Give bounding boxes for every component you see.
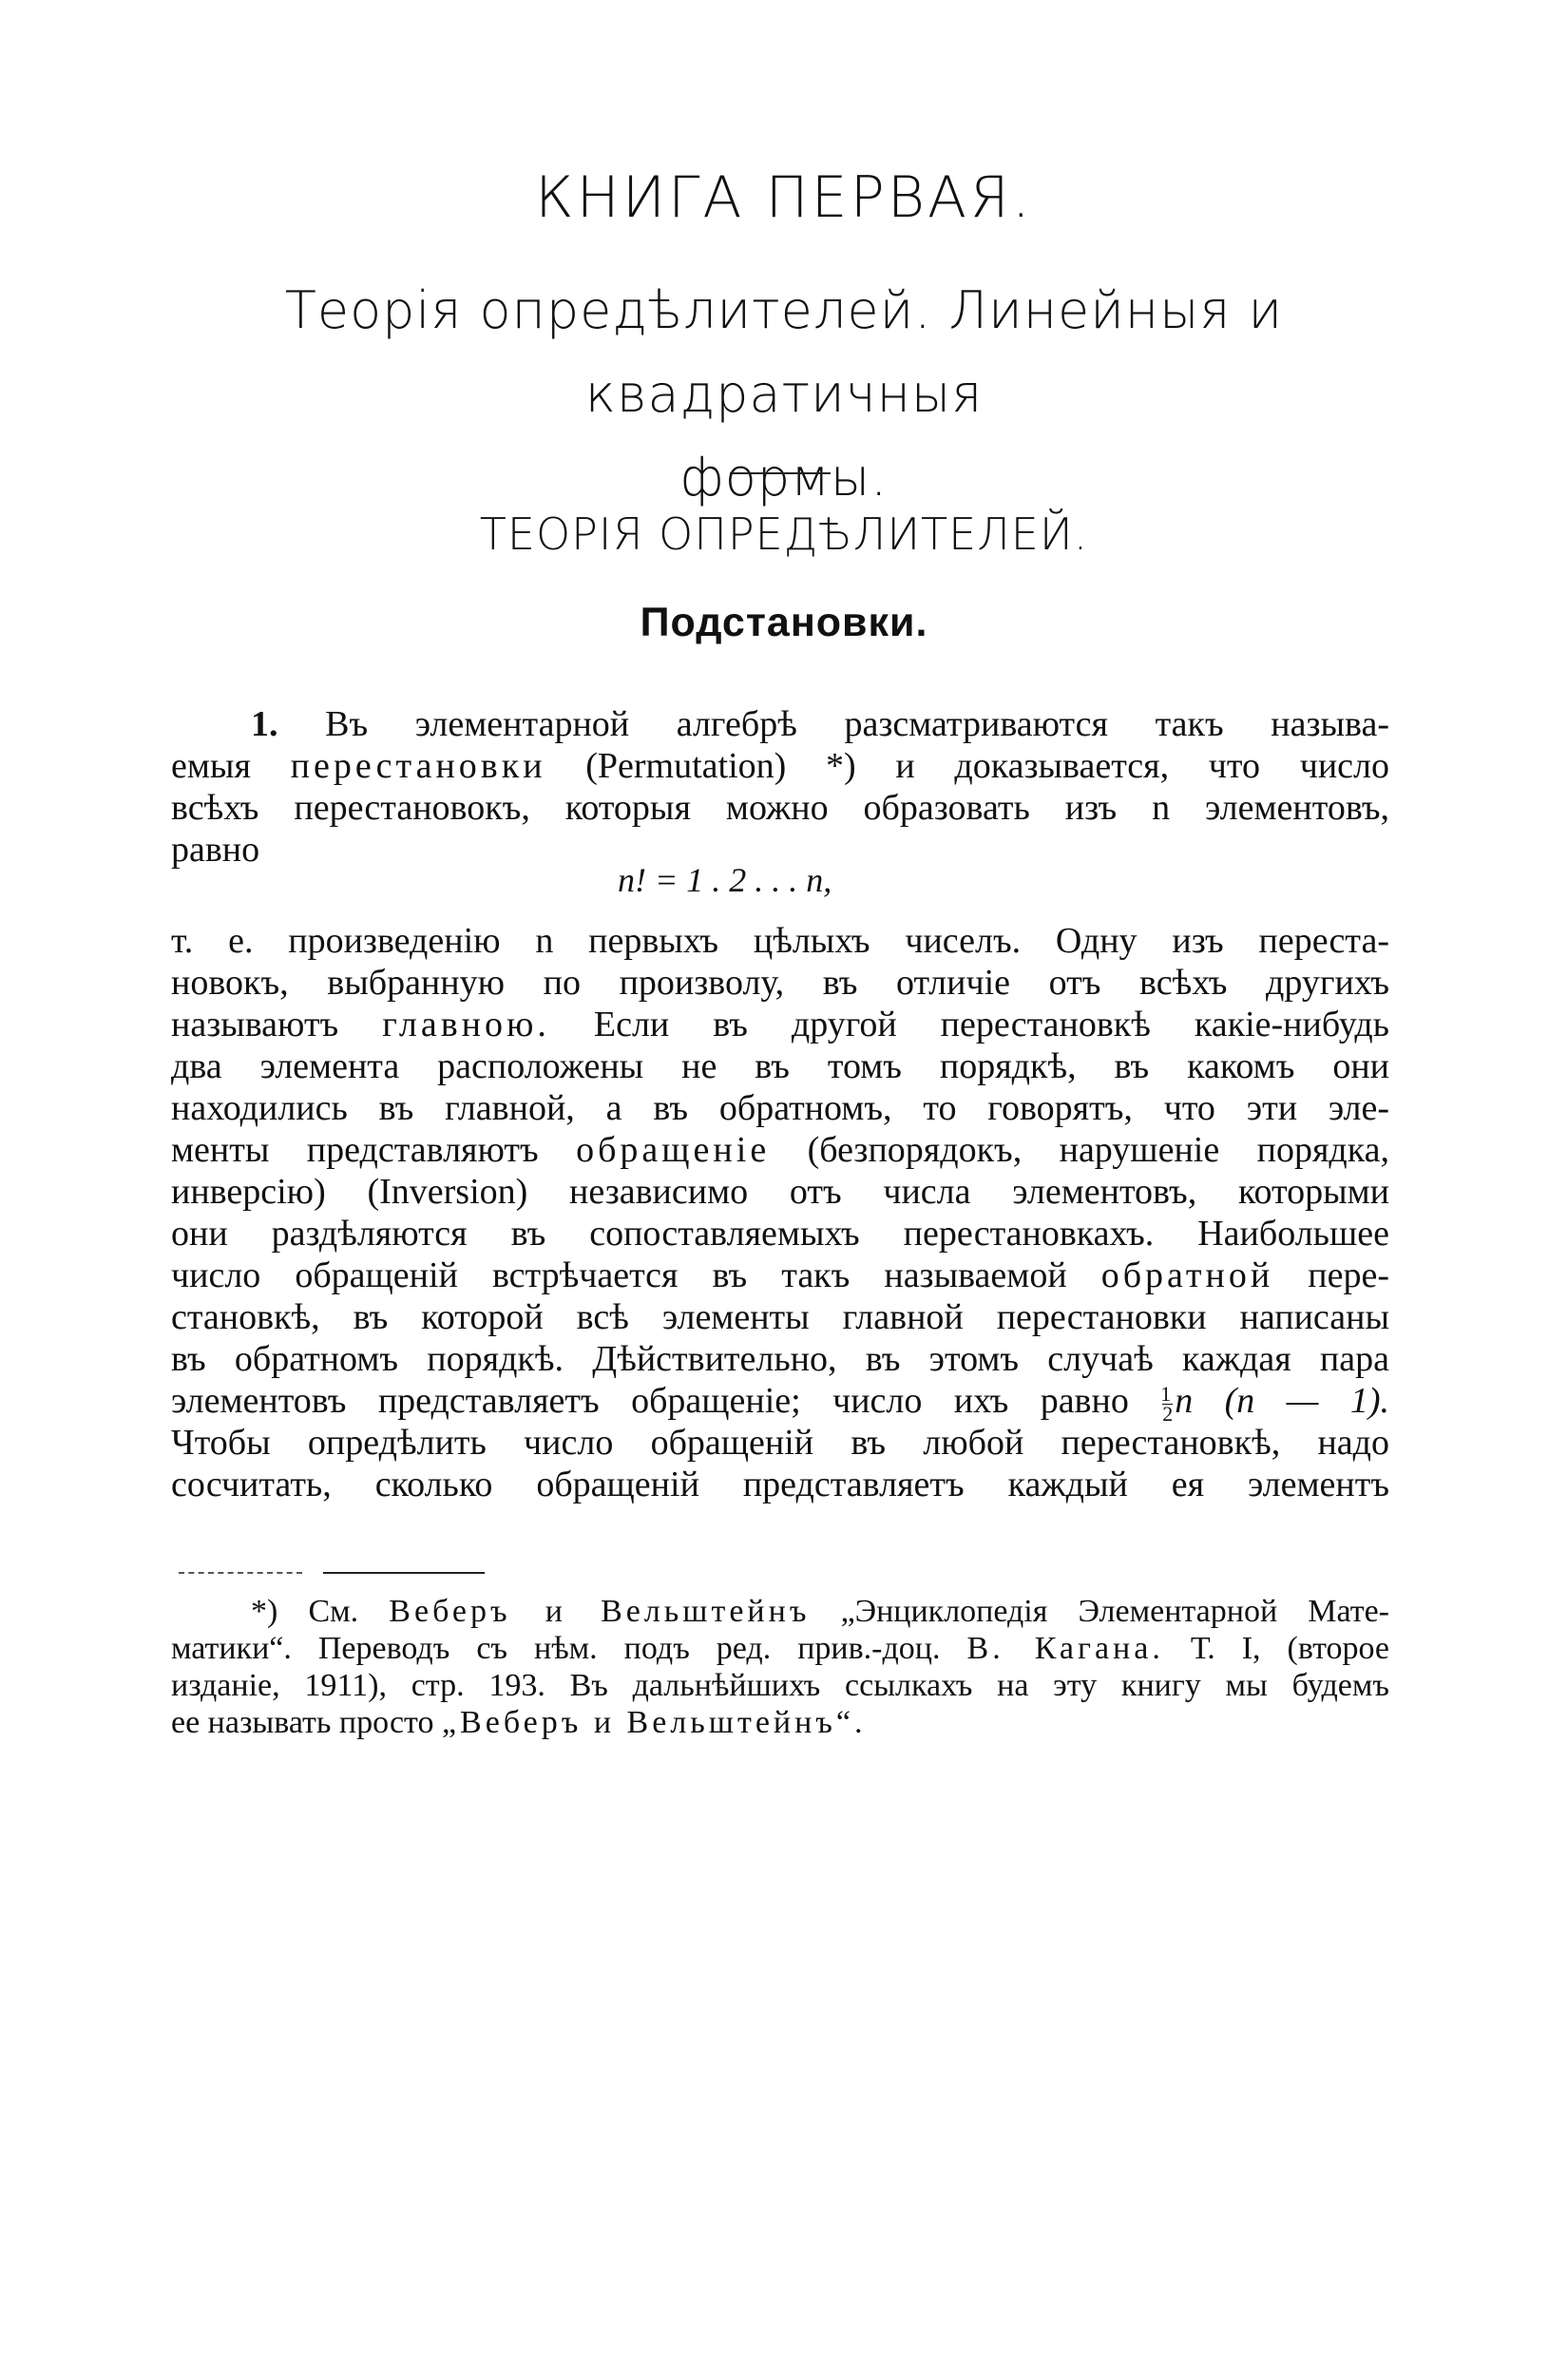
text-run: изданіе, 1911), стр. 193. Въ дальнѣйшихъ ссылкахъ на эту книгу мы будемъ <box>171 1668 1389 1703</box>
text-run: становкѣ, въ которой всѣ элементы главной перестановки написаны <box>171 1297 1389 1337</box>
text-run: два элемента расположены не въ томъ порядкѣ, въ какомъ они <box>171 1046 1389 1086</box>
paragraph-1 <box>171 703 1389 871</box>
paragraph-line <box>171 1464 1389 1505</box>
footnote-rule-dashed <box>179 1572 302 1574</box>
paragraph-line <box>171 703 1389 745</box>
text-run: ее называть просто <box>171 1705 434 1740</box>
emphasized-term: главною. <box>382 1005 550 1044</box>
paragraph-line <box>171 1045 1389 1087</box>
paragraph-line <box>171 1171 1389 1213</box>
text-run: Т. I, (второе <box>1190 1631 1390 1666</box>
book-subtitle-line-2: формы. <box>679 448 889 508</box>
text-run: въ обратномъ порядкѣ. Дѣйствительно, въ этомъ случаѣ каждая пара <box>171 1339 1389 1379</box>
text-run: (Permutation) *) и доказывается, что число <box>585 746 1390 786</box>
paragraph-line <box>171 1087 1389 1129</box>
title-divider <box>730 472 831 474</box>
emphasized-term: В. Кагана. <box>966 1631 1164 1666</box>
book-title: КНИГА ПЕРВАЯ. <box>535 164 1033 231</box>
footnote <box>171 1593 1389 1741</box>
paragraph-line <box>171 1213 1389 1255</box>
text-run: пере- <box>1308 1255 1390 1295</box>
text-run: новокъ, выбранную по произволу, въ отличіе отъ всѣхъ другихъ <box>171 963 1389 1003</box>
paragraph-line <box>171 745 1389 787</box>
text-run: матики“. Переводъ съ нѣм. подъ ред. прив.-доц. <box>171 1631 941 1666</box>
text-run: инверсію) (Inversion) независимо отъ числа элементовъ, которыми <box>171 1172 1389 1212</box>
paragraph-line <box>171 1380 1389 1426</box>
paragraph-line <box>171 962 1389 1004</box>
paragraph-2 <box>171 920 1389 1505</box>
text-run: менты представляютъ <box>171 1130 539 1170</box>
paragraph-line <box>171 1296 1389 1338</box>
text-run: называютъ <box>171 1005 339 1044</box>
footnote-marker: *) См. <box>251 1594 359 1629</box>
paragraph-number: 1. <box>251 704 278 744</box>
footnote-line <box>171 1704 1389 1741</box>
paragraph-line <box>171 1004 1389 1045</box>
text-run: находились въ главной, а въ обратномъ, то говорятъ, что эти эле- <box>171 1088 1389 1128</box>
book-subtitle <box>143 269 1425 520</box>
text-run: (безпорядокъ, нарушеніе порядка, <box>807 1130 1390 1170</box>
text-run: т. е. произведенію n первыхъ цѣлыхъ чиселъ. Одну изъ переста- <box>171 921 1389 961</box>
text-run: Чтобы опредѣлить число обращеній въ любой перестановкѣ, надо <box>171 1423 1389 1463</box>
footnote-rule <box>323 1572 485 1574</box>
book-subtitle-line-1: Теорія опредѣлителей. Линейныя и квадратичныя <box>284 280 1284 424</box>
text-run: емыя <box>171 746 251 786</box>
footnote-line <box>171 1593 1389 1630</box>
paragraph-line <box>171 920 1389 962</box>
paragraph-line <box>171 1338 1389 1380</box>
fraction-one-half <box>1160 1381 1175 1426</box>
fraction-numerator: 1 <box>1160 1381 1172 1406</box>
section-title: ТЕОРІЯ ОПРЕДѢЛИТЕЛЕЙ. <box>479 508 1089 560</box>
fraction-denominator: 2 <box>1162 1401 1174 1426</box>
text-run: они раздѣляются въ сопоставляемыхъ перестановкахъ. Наибольшее <box>171 1214 1389 1254</box>
emphasized-term: Веберъ и Вельштейнъ <box>389 1594 811 1629</box>
footnote-line <box>171 1667 1389 1704</box>
paragraph-line <box>171 1422 1389 1464</box>
emphasized-term: „Веберъ и Вельштейнъ“. <box>441 1705 867 1740</box>
text-run: число обращеній встрѣчается въ такъ называемой <box>171 1255 1067 1295</box>
text-run: всѣхъ перестановокъ, которыя можно образовать изъ n элементовъ, <box>171 788 1389 828</box>
footnote-line <box>171 1630 1389 1667</box>
paragraph-line <box>171 787 1389 829</box>
emphasized-term: обратной <box>1100 1255 1274 1295</box>
text-run: Въ элементарной алгебрѣ разсматриваются такъ называ- <box>325 704 1389 744</box>
formula-factorial: n! = 1 . 2 . . . n, <box>618 861 832 899</box>
text-run: Если въ другой перестановкѣ какіе-нибудь <box>593 1005 1389 1044</box>
text-run: элементовъ представляетъ обращеніе; число ихъ равно <box>171 1381 1129 1421</box>
paragraph-line <box>171 1129 1389 1171</box>
subsection-title: Подстановки. <box>640 600 928 645</box>
paragraph-line <box>171 1255 1389 1296</box>
text-run: сосчитать, сколько обращеній представляетъ каждый ея элементъ <box>171 1465 1389 1504</box>
text-run: равно <box>171 830 260 870</box>
text-run: „Энциклопедія Элементарной Мате- <box>840 1594 1389 1629</box>
emphasized-term: перестановки <box>290 746 546 786</box>
emphasized-term: обращеніе <box>576 1130 771 1170</box>
formula-inline: n (n — 1). <box>1175 1381 1389 1421</box>
